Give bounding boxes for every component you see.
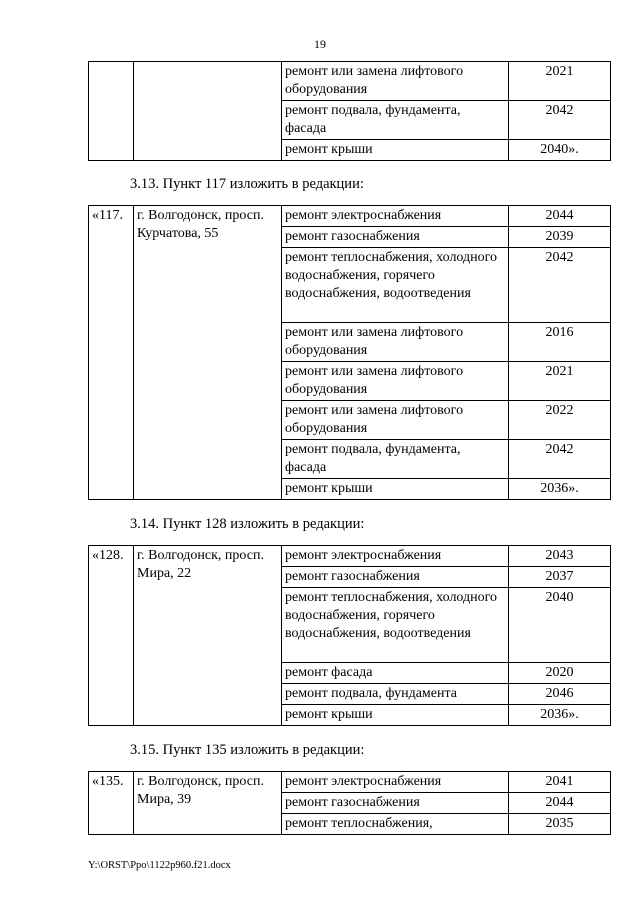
paragraph-3-13: 3.13. Пункт 117 изложить в редакции: [130, 176, 364, 192]
year-cell: 2044 [509, 206, 611, 227]
work-cell: ремонт крыши [282, 705, 509, 726]
item-number: «128. [89, 546, 134, 726]
work-cell: ремонт подвала, фундамента [282, 684, 509, 705]
work-cell: ремонт или замена лифтового оборудования [282, 323, 509, 362]
year-cell: 2016 [509, 323, 611, 362]
footer-file-path: Y:\ORST\Ppo\1122p960.f21.docx [88, 860, 231, 871]
address-cell: г. Волгодонск, просп. Мира, 39 [134, 772, 282, 835]
address-cell [134, 62, 282, 161]
work-cell: ремонт теплоснабжения, холодного водоснабжения, горячего водоснабжения, водоотведения [282, 248, 509, 323]
table-row [89, 546, 611, 567]
year-cell: 2042 [509, 440, 611, 479]
address-cell: г. Волгодонск, просп. Мира, 22 [134, 546, 282, 726]
work-cell: ремонт теплоснабжения, холодного водоснабжения, горячего водоснабжения, водоотведения [282, 588, 509, 663]
year-cell: 2043 [509, 546, 611, 567]
work-cell: ремонт электроснабжения [282, 546, 509, 567]
year-cell: 2037 [509, 567, 611, 588]
table-item-117 [88, 205, 611, 500]
year-cell: 2046 [509, 684, 611, 705]
year-cell: 2041 [509, 772, 611, 793]
work-cell: ремонт или замена лифтового оборудования [282, 62, 509, 101]
work-cell: ремонт электроснабжения [282, 206, 509, 227]
paragraph-3-14: 3.14. Пункт 128 изложить в редакции: [130, 516, 365, 532]
table-row [89, 206, 611, 227]
table-item-135 [88, 771, 611, 835]
work-cell: ремонт газоснабжения [282, 567, 509, 588]
work-cell: ремонт теплоснабжения, [282, 814, 509, 835]
year-cell: 2035 [509, 814, 611, 835]
year-cell: 2044 [509, 793, 611, 814]
table-item-128 [88, 545, 611, 726]
year-cell: 2040». [509, 140, 611, 161]
work-cell: ремонт крыши [282, 479, 509, 500]
work-cell: ремонт или замена лифтового оборудования [282, 362, 509, 401]
work-cell: ремонт электроснабжения [282, 772, 509, 793]
paragraph-3-15: 3.15. Пункт 135 изложить в редакции: [130, 742, 365, 758]
year-cell: 2042 [509, 248, 611, 323]
year-cell: 2022 [509, 401, 611, 440]
work-cell: ремонт крыши [282, 140, 509, 161]
year-cell: 2039 [509, 227, 611, 248]
year-cell: 2040 [509, 588, 611, 663]
table-row [89, 62, 611, 101]
work-cell: ремонт газоснабжения [282, 227, 509, 248]
work-cell: ремонт подвала, фундамента, фасада [282, 101, 509, 140]
page-number: 19 [314, 37, 326, 51]
work-cell: ремонт или замена лифтового оборудования [282, 401, 509, 440]
item-number: «135. [89, 772, 134, 835]
year-cell: 2021 [509, 62, 611, 101]
year-cell: 2036». [509, 479, 611, 500]
year-cell: 2042 [509, 101, 611, 140]
item-number: «117. [89, 206, 134, 500]
work-cell: ремонт подвала, фундамента, фасада [282, 440, 509, 479]
year-cell: 2021 [509, 362, 611, 401]
table-row [89, 772, 611, 793]
work-cell: ремонт фасада [282, 663, 509, 684]
work-cell: ремонт газоснабжения [282, 793, 509, 814]
year-cell: 2036». [509, 705, 611, 726]
table-continued [88, 61, 611, 161]
address-cell: г. Волгодонск, просп. Курчатова, 55 [134, 206, 282, 500]
year-cell: 2020 [509, 663, 611, 684]
number-cell [89, 62, 134, 161]
